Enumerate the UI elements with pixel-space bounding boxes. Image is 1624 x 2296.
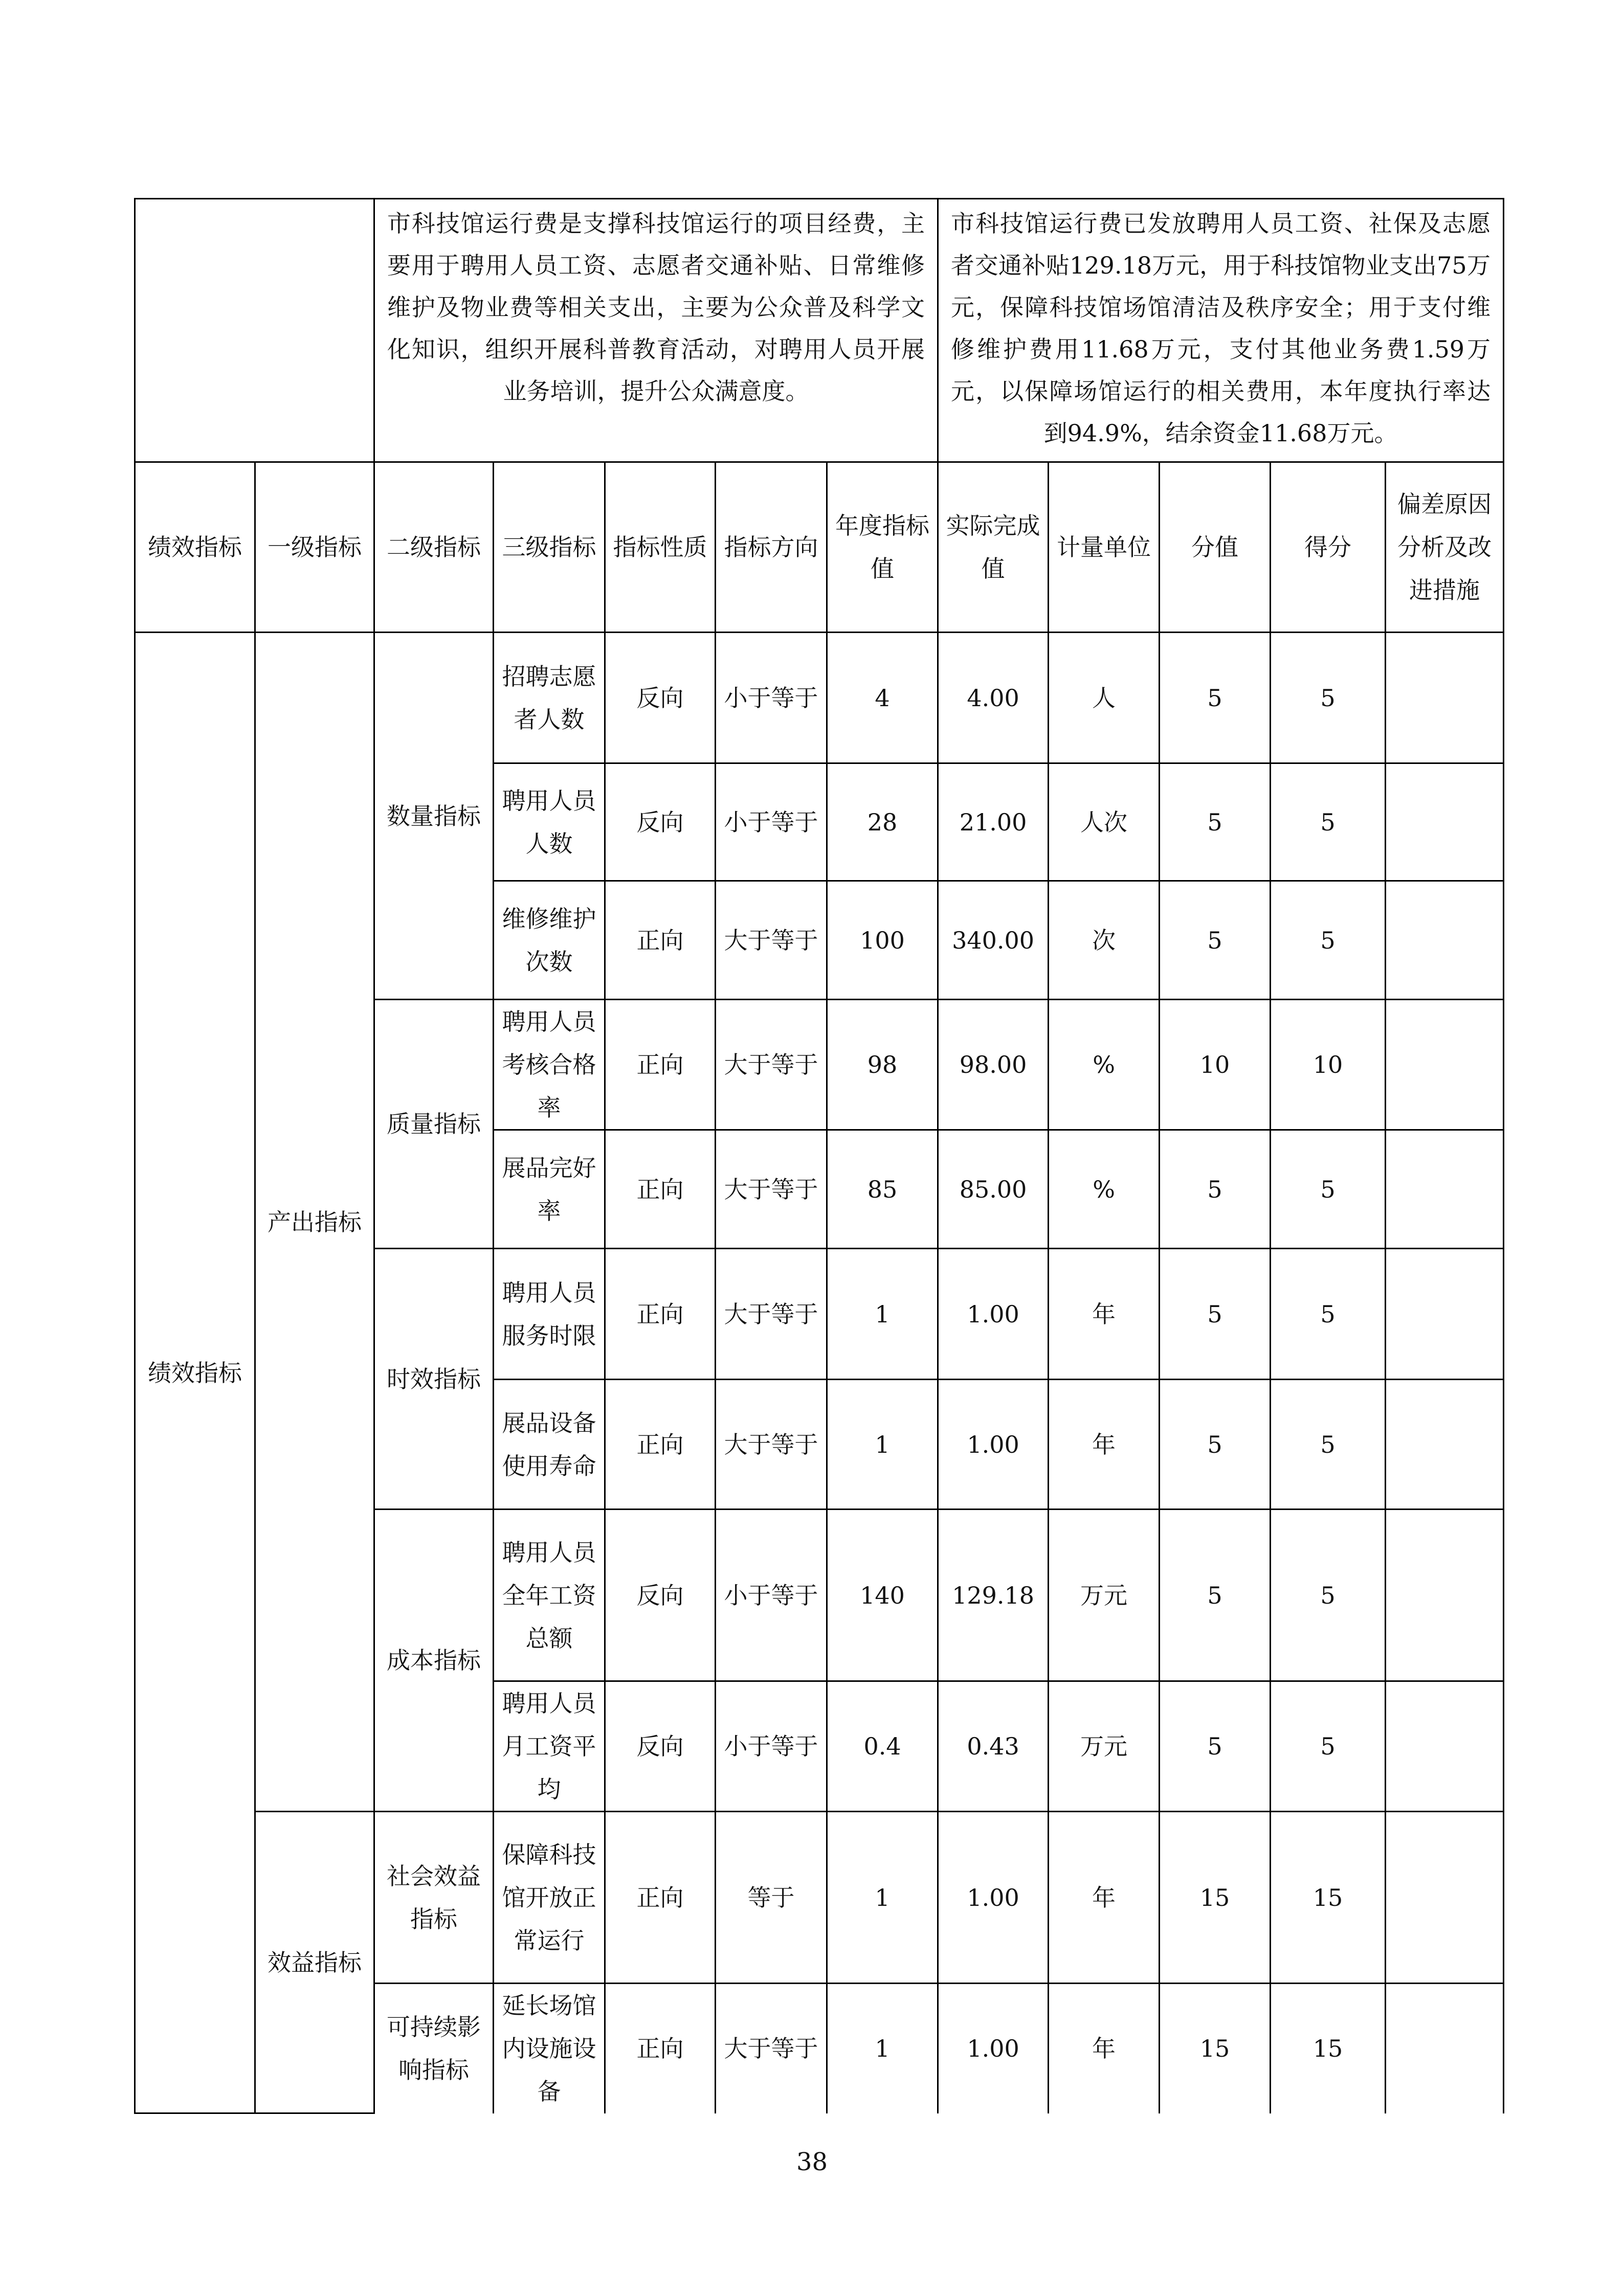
header-cell: 一级指标 <box>255 462 374 633</box>
actual-value: 85.00 <box>938 1130 1049 1249</box>
obtained-score: 5 <box>1271 1681 1386 1812</box>
indicator-direction: 大于等于 <box>716 1380 827 1510</box>
indicator-nature: 正向 <box>605 881 716 1000</box>
header-cell: 实际完成值 <box>938 462 1049 633</box>
score: 5 <box>1160 1380 1271 1510</box>
indicator-name: 展品设备使用寿命 <box>494 1380 605 1510</box>
unit: 万元 <box>1049 1510 1160 1681</box>
indicator-nature: 正向 <box>605 1380 716 1510</box>
indicator-name: 招聘志愿者人数 <box>494 633 605 763</box>
output-indicator-cell: 产出指标 <box>255 633 374 1812</box>
unit: % <box>1049 1000 1160 1130</box>
target-value: 4 <box>827 633 938 763</box>
score: 5 <box>1160 1510 1271 1681</box>
obtained-score: 5 <box>1271 633 1386 763</box>
deviation-note <box>1386 1510 1504 1681</box>
indicator-direction: 小于等于 <box>716 1510 827 1681</box>
timeliness-indicator-cell: 时效指标 <box>374 1249 494 1510</box>
obtained-score: 15 <box>1271 1812 1386 1984</box>
indicator-name: 聘用人员月工资平均 <box>494 1681 605 1812</box>
obtained-score: 5 <box>1271 763 1386 881</box>
header-cell: 指标性质 <box>605 462 716 633</box>
deviation-note <box>1386 1380 1504 1510</box>
score: 15 <box>1160 1984 1271 2113</box>
header-cell: 绩效指标 <box>135 462 255 633</box>
obtained-score: 5 <box>1271 1510 1386 1681</box>
actual-value: 1.00 <box>938 1812 1049 1984</box>
score: 5 <box>1160 881 1271 1000</box>
indicator-nature: 反向 <box>605 763 716 881</box>
target-value: 140 <box>827 1510 938 1681</box>
indicator-direction: 小于等于 <box>716 633 827 763</box>
header-cell: 计量单位 <box>1049 462 1160 633</box>
actual-value: 21.00 <box>938 763 1049 881</box>
indicator-nature: 正向 <box>605 1000 716 1130</box>
indicator-direction: 小于等于 <box>716 763 827 881</box>
actual-value: 0.43 <box>938 1681 1049 1812</box>
actual-value: 1.00 <box>938 1249 1049 1380</box>
header-cell: 偏差原因分析及改进措施 <box>1386 462 1504 633</box>
actual-description: 市科技馆运行费已发放聘用人员工资、社保及志愿者交通补贴129.18万元，用于科技馆物业支出75万元，保障科技馆场馆清洁及秩序安全；用于支付维修维护费用11.68万元，支付其他业务费1.59万元，以保障场馆运行的相关费用，本年度执行率达到94.9%，结余资金11.68万元。 <box>938 199 1504 462</box>
score: 5 <box>1160 1130 1271 1249</box>
header-cell: 分值 <box>1160 462 1271 633</box>
indicator-direction: 大于等于 <box>716 1984 827 2113</box>
obtained-score: 5 <box>1271 1380 1386 1510</box>
indicator-direction: 大于等于 <box>716 1130 827 1249</box>
table-row <box>135 633 1504 763</box>
deviation-note <box>1386 1812 1504 1984</box>
actual-value: 129.18 <box>938 1510 1049 1681</box>
score: 10 <box>1160 1000 1271 1130</box>
indicator-direction: 小于等于 <box>716 1681 827 1812</box>
indicator-name: 维修维护次数 <box>494 881 605 1000</box>
score: 5 <box>1160 633 1271 763</box>
score: 15 <box>1160 1812 1271 1984</box>
indicator-name: 聘用人员人数 <box>494 763 605 881</box>
actual-value: 98.00 <box>938 1000 1049 1130</box>
unit: % <box>1049 1130 1160 1249</box>
score: 5 <box>1160 1249 1271 1380</box>
target-value: 100 <box>827 881 938 1000</box>
header-cell: 二级指标 <box>374 462 494 633</box>
header-cell: 得分 <box>1271 462 1386 633</box>
unit: 人次 <box>1049 763 1160 881</box>
performance-table <box>134 198 1504 2114</box>
deviation-note <box>1386 1130 1504 1249</box>
quality-indicator-cell: 质量指标 <box>374 1000 494 1249</box>
obtained-score: 5 <box>1271 1249 1386 1380</box>
indicator-nature: 正向 <box>605 1984 716 2113</box>
unit: 年 <box>1049 1812 1160 1984</box>
deviation-note <box>1386 763 1504 881</box>
deviation-note <box>1386 881 1504 1000</box>
target-value: 0.4 <box>827 1681 938 1812</box>
deviation-note <box>1386 1249 1504 1380</box>
sustain-indicator-cell: 可持续影响指标 <box>374 1984 494 2113</box>
header-cell: 年度指标值 <box>827 462 938 633</box>
target-value: 1 <box>827 1812 938 1984</box>
obtained-score: 10 <box>1271 1000 1386 1130</box>
quantity-indicator-cell: 数量指标 <box>374 633 494 1000</box>
target-value: 1 <box>827 1249 938 1380</box>
unit: 年 <box>1049 1984 1160 2113</box>
deviation-note <box>1386 1984 1504 2113</box>
unit: 年 <box>1049 1380 1160 1510</box>
target-description: 市科技馆运行费是支撑科技馆运行的项目经费，主要用于聘用人员工资、志愿者交通补贴、日常维修维护及物业费等相关支出，主要为公众普及科学文化知识，组织开展科普教育活动，对聘用人员开展业务培训，提升公众满意度。 <box>374 199 938 462</box>
indicator-nature: 反向 <box>605 633 716 763</box>
actual-value: 340.00 <box>938 881 1049 1000</box>
target-value: 98 <box>827 1000 938 1130</box>
indicator-name: 聘用人员考核合格率 <box>494 1000 605 1130</box>
indicator-name: 聘用人员全年工资总额 <box>494 1510 605 1681</box>
indicator-nature: 反向 <box>605 1510 716 1681</box>
target-value: 1 <box>827 1380 938 1510</box>
obtained-score: 15 <box>1271 1984 1386 2113</box>
indicator-name: 展品完好率 <box>494 1130 605 1249</box>
actual-value: 1.00 <box>938 1984 1049 2113</box>
target-value: 85 <box>827 1130 938 1249</box>
perf-category-cell: 绩效指标 <box>135 633 255 2113</box>
summary-row <box>135 199 1504 462</box>
indicator-name: 聘用人员服务时限 <box>494 1249 605 1380</box>
unit: 万元 <box>1049 1681 1160 1812</box>
summary-blank-cell <box>135 199 374 462</box>
indicator-direction: 大于等于 <box>716 881 827 1000</box>
obtained-score: 5 <box>1271 1130 1386 1249</box>
score: 5 <box>1160 1681 1271 1812</box>
unit: 人 <box>1049 633 1160 763</box>
header-row <box>135 462 1504 633</box>
indicator-nature: 正向 <box>605 1812 716 1984</box>
social-indicator-cell: 社会效益指标 <box>374 1812 494 1984</box>
indicator-direction: 大于等于 <box>716 1000 827 1130</box>
page-number: 38 <box>796 2148 828 2176</box>
score: 5 <box>1160 763 1271 881</box>
target-value: 28 <box>827 763 938 881</box>
deviation-note <box>1386 633 1504 763</box>
deviation-note <box>1386 1681 1504 1812</box>
unit: 年 <box>1049 1249 1160 1380</box>
header-cell: 指标方向 <box>716 462 827 633</box>
indicator-nature: 反向 <box>605 1681 716 1812</box>
actual-value: 4.00 <box>938 633 1049 763</box>
indicator-nature: 正向 <box>605 1249 716 1380</box>
indicator-direction: 等于 <box>716 1812 827 1984</box>
deviation-note <box>1386 1000 1504 1130</box>
table-row <box>135 1812 1504 1984</box>
indicator-direction: 大于等于 <box>716 1249 827 1380</box>
obtained-score: 5 <box>1271 881 1386 1000</box>
indicator-nature: 正向 <box>605 1130 716 1249</box>
indicator-name: 保障科技馆开放正常运行 <box>494 1812 605 1984</box>
header-cell: 三级指标 <box>494 462 605 633</box>
target-value: 1 <box>827 1984 938 2113</box>
indicator-name: 延长场馆内设施设备 <box>494 1984 605 2113</box>
cost-indicator-cell: 成本指标 <box>374 1510 494 1812</box>
unit: 次 <box>1049 881 1160 1000</box>
benefit-indicator-cell: 效益指标 <box>255 1812 374 2113</box>
actual-value: 1.00 <box>938 1380 1049 1510</box>
